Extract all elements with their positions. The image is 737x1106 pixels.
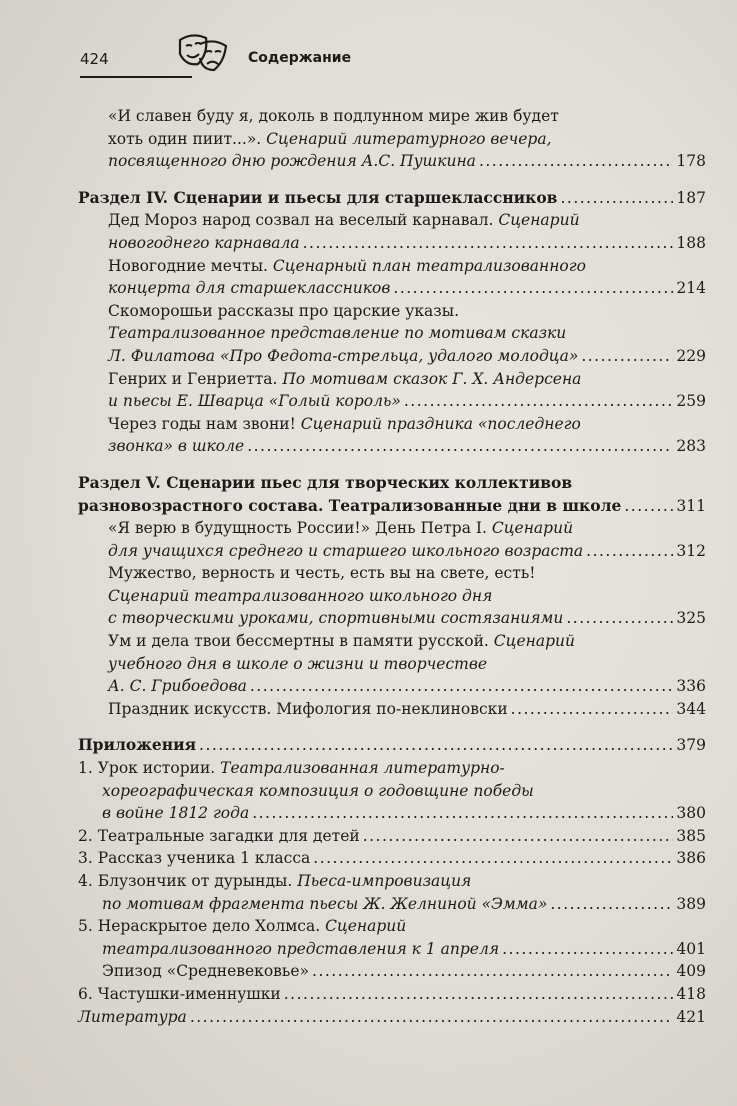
leader-dots <box>624 495 673 518</box>
entry-page: 214 <box>676 279 706 298</box>
leader-dots <box>566 607 673 630</box>
entry-subtitle: Сценарий театрализованного школьного дня <box>108 586 493 605</box>
entry-page: 325 <box>676 609 706 628</box>
toc-entry <box>78 630 706 698</box>
entry-title: Дед Мороз народ созвал на веселый карнавал. <box>108 211 499 230</box>
entry-subtitle: Театрализованная литературно- <box>220 759 505 778</box>
leader-dots <box>502 938 673 961</box>
entry-title: 6. Частушки-именнушки <box>78 984 281 1003</box>
entry-title: Литература <box>78 1007 187 1026</box>
entry-subtitle: с творческими уроками, спортивными состязаниями <box>108 609 564 628</box>
entry-title: 2. Театральные загадки для детей <box>78 826 360 845</box>
toc-entry <box>78 368 706 413</box>
entry-title: «Я верю в будущность России!» День Петра I. <box>108 519 492 538</box>
leader-dots <box>190 1006 674 1029</box>
leader-dots <box>313 847 673 870</box>
entry-title: 1. Урок истории. <box>78 759 221 778</box>
leader-dots <box>550 893 673 916</box>
entry-title: 4. Блузончик от дурынды. <box>78 872 298 890</box>
entry-subtitle: Сценарий праздника «последнего <box>300 414 581 433</box>
entry-subtitle: и пьесы Е. Шварца «Голый король» <box>108 392 401 411</box>
entry-page: 421 <box>676 1007 706 1026</box>
entry-subtitle: Сценарий <box>491 519 574 538</box>
entry-page: 386 <box>676 849 706 868</box>
entry-subtitle: по мотивам фрагмента пьесы Ж. Желниной «Эмма» <box>102 894 548 913</box>
entry-page: 344 <box>676 699 706 718</box>
entry-page: 283 <box>676 437 706 456</box>
entry-page: 178 <box>676 152 706 171</box>
entry-subtitle: По мотивам сказок Г. Х. Андерсена <box>282 369 582 388</box>
leader-dots <box>404 390 674 413</box>
entry-page: 187 <box>676 188 706 207</box>
section-heading <box>78 472 706 517</box>
leader-dots <box>312 960 673 983</box>
leader-dots <box>479 150 673 173</box>
entry-page: 409 <box>676 962 706 981</box>
entry-page: 336 <box>676 677 706 696</box>
toc-entry <box>78 255 706 300</box>
section-heading <box>78 734 706 757</box>
entry-page: 229 <box>676 346 706 365</box>
entry-page: 385 <box>676 826 706 845</box>
entry-subtitle: театрализованного представления к 1 апреля <box>102 939 500 958</box>
toc-entry <box>78 825 706 848</box>
leader-dots <box>363 825 674 848</box>
entry-title: 5. Нераскрытое дело Холмса. <box>78 917 326 936</box>
toc-entry <box>78 1006 706 1029</box>
section-title: Раздел V. Сценарии пьес для творческих коллективов <box>78 472 573 492</box>
table-of-contents <box>78 105 706 1028</box>
entry-subtitle: Сценарий <box>498 211 580 230</box>
entry-page: 401 <box>676 939 706 958</box>
section-heading <box>78 187 706 210</box>
entry-subtitle: звонка» в школе <box>108 437 245 456</box>
toc-entry <box>78 300 706 368</box>
entry-title: Через годы нам звони! <box>108 414 301 433</box>
toc-entry <box>78 757 706 825</box>
toc-entry <box>78 698 706 721</box>
toc-entry <box>78 105 706 173</box>
toc-entry <box>78 960 706 983</box>
entry-page: 259 <box>676 392 706 411</box>
page-header <box>80 44 680 84</box>
toc-entry <box>78 209 706 254</box>
entry-title: Генрих и Генриетта. <box>108 369 283 388</box>
page-number: 424 <box>80 50 109 68</box>
entry-title: Ум и дела твои бессмертны в памяти русской. <box>108 632 494 651</box>
entry-subtitle: новогоднего карнавала <box>108 233 300 252</box>
entry-page: 379 <box>676 736 706 755</box>
entry-subtitle: Сценарий <box>325 917 407 936</box>
section-title: Приложения <box>78 735 197 755</box>
entry-page: 389 <box>676 894 706 913</box>
leader-dots <box>560 187 673 210</box>
entry-subtitle: концерта для старшеклассников <box>108 279 391 298</box>
entry-subtitle: в войне 1812 года <box>102 804 250 823</box>
entry-subtitle: Театрализованное представление по мотивам сказки <box>108 324 567 343</box>
leader-dots <box>511 698 674 721</box>
entry-title: Скоморошьи рассказы про царские указы. <box>108 301 460 320</box>
section-title: разновозрастного состава. Театрализованные дни в школе <box>78 495 622 515</box>
toc-entry <box>78 413 706 458</box>
entry-subtitle: Сценарий <box>493 632 575 651</box>
toc-entry <box>78 847 706 870</box>
entry-subtitle: посвященного дню рождения А.С. Пушкина <box>108 152 476 171</box>
toc-entry <box>78 870 706 915</box>
entry-title: Мужество, верность и честь, есть вы на свете, есть! <box>108 564 536 583</box>
toc-entry <box>78 562 706 630</box>
leader-dots <box>581 345 673 368</box>
entry-subtitle: А. С. Грибоедова <box>108 677 247 696</box>
leader-dots <box>247 435 673 458</box>
entry-title: Новогодние мечты. <box>108 256 273 275</box>
entry-subtitle: хореографическая композиция о годовщине победы <box>102 781 534 800</box>
entry-title: Праздник искусств. Мифология по-неклиновски <box>108 699 508 718</box>
entry-page: 418 <box>676 984 706 1003</box>
leader-dots <box>393 277 673 300</box>
toc-entry <box>78 915 706 960</box>
entry-page: 380 <box>676 804 706 823</box>
entry-title: хоть один пиит...». <box>108 129 267 148</box>
leader-dots <box>586 540 673 563</box>
entry-subtitle: Сценарий литературного вечера, <box>266 129 552 148</box>
toc-entry <box>78 517 706 562</box>
leader-dots <box>303 232 674 255</box>
entry-page: 311 <box>676 496 706 515</box>
section-title: Раздел IV. Сценарии и пьесы для старшеклассников <box>78 187 558 207</box>
entry-title: 3. Рассказ ученика 1 класса <box>78 849 311 868</box>
entry-subtitle: для учащихся среднего и старшего школьного возраста <box>108 541 584 560</box>
entry-subtitle: Л. Филатова «Про Федота-стрельца, удалого молодца» <box>108 346 579 365</box>
leader-dots <box>252 802 673 825</box>
leader-dots <box>250 675 674 698</box>
entry-subtitle: учебного дня в школе о жизни и творчестве <box>108 654 488 673</box>
leader-dots <box>199 734 673 757</box>
leader-dots <box>284 983 674 1006</box>
entry-title: Эпизод «Средневековье» <box>102 962 310 981</box>
toc-entry <box>78 983 706 1006</box>
running-title: Содержание <box>248 50 352 66</box>
entry-title: «И славен буду я, доколь в подлунном мире жив будет <box>108 107 559 125</box>
entry-subtitle: Сценарный план театрализованного <box>272 256 586 275</box>
entry-page: 312 <box>676 541 706 560</box>
entry-subtitle: Пьеса-импровизация <box>297 872 472 890</box>
entry-page: 188 <box>676 233 706 252</box>
theatre-masks-icon <box>176 30 228 78</box>
